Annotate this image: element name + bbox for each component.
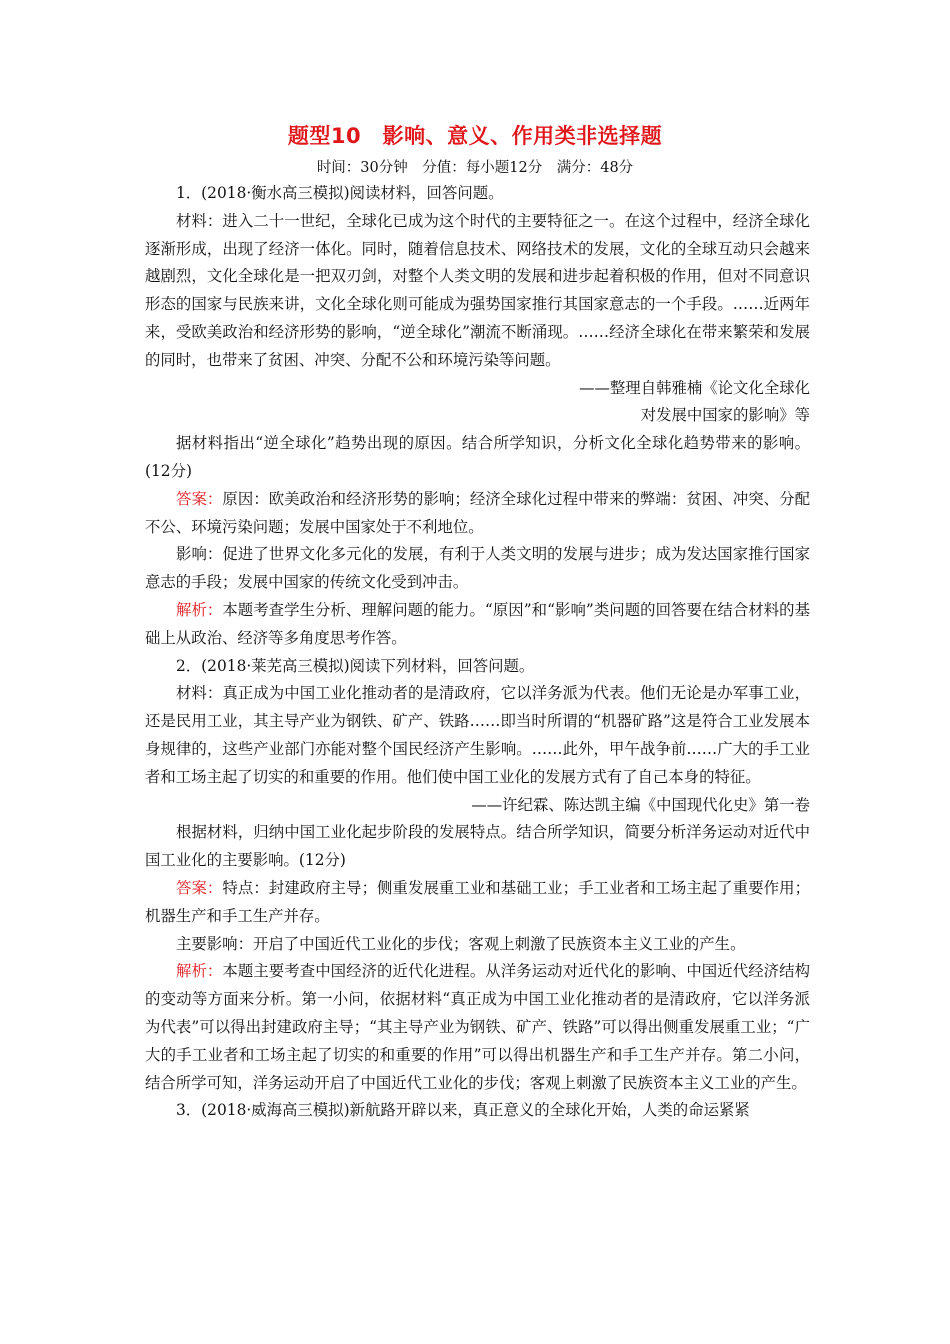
exam-meta: 时间：30分钟 分值：每小题12分 满分：48分 bbox=[316, 160, 634, 176]
q2-answer bbox=[145, 875, 810, 931]
analysis-label: 解析： bbox=[176, 962, 223, 981]
q1-stem: 1．(2018·衡水高三模拟)阅读材料，回答问题。 bbox=[176, 184, 504, 202]
q2-analysis bbox=[145, 958, 810, 1097]
q1-material: 材料：进入二十一世纪，全球化已成为这个时代的主要特征之一。在这个过程中，经济全球化逐渐形成，出现了经济一体化。同时，随着信息技术、网络技术的发展，文化的全球互动只会越来越剧烈，文化全球化是一把双刃剑，对整个人类文明的发展和进步起着积极的作用，但对不同意识形态的国家与民族来讲，文化全球化则可能成为强势国家推行其国家意志的一个手段。……近两年来，受欧美政治和经济形势的影响，“逆全球化”潮流不断涌现。……经济全球化在带来繁荣和发展的同时，也带来了贫困、冲突、分配不公和环境污染等问题。 bbox=[145, 211, 810, 369]
answer-label: 答案： bbox=[176, 489, 223, 508]
q1-answer-text: 原因：欧美政治和经济形势的影响；经济全球化过程中带来的弊端：贫困、冲突、分配不公、环境污染问题；发展中国家处于不利地位。 bbox=[145, 489, 810, 536]
q1-answer-2: 影响：促进了世界文化多元化的发展，有利于人类文明的发展与进步；成为发达国家推行国家意志的手段；发展中国家的传统文化受到冲击。 bbox=[145, 545, 810, 592]
page-title: 题型10 影响、意义、作用类非选择题 bbox=[287, 124, 663, 148]
q2-source: ——许纪霖、陈达凯主编《中国现代化史》第一卷 bbox=[471, 795, 810, 814]
q1-source-line-1: ——整理自韩雅楠《论文化全球化 bbox=[579, 378, 810, 397]
q2-question: 根据材料，归纳中国工业化起步阶段的发展特点。结合所学知识，简要分析洋务运动对近代中国工业化的主要影响。(12分) bbox=[145, 823, 810, 870]
q1-analysis-text: 本题考查学生分析、理解问题的能力。“原因”和“影响”类问题的回答要在结合材料的基础上从政治、经济等多角度思考作答。 bbox=[145, 600, 810, 647]
answer-label: 答案： bbox=[176, 878, 223, 897]
q1-analysis bbox=[145, 597, 810, 653]
q1-question: 据材料指出“逆全球化”趋势出现的原因。结合所学知识，分析文化全球化趋势带来的影响。(12分) bbox=[145, 434, 810, 480]
q2-material: 材料：真正成为中国工业化推动者的是清政府，它以洋务派为代表。他们无论是办军事工业，还是民用工业，其主导产业为钢铁、矿产、铁路……即当时所谓的“机器矿路”这是符合工业发展本身规律的，这些产业部门亦能对整个国民经济产生影响。……此外，甲午战争前……广大的手工业者和工场主起了切实的和重要的作用。他们使中国工业化的发展方式有了自己本身的特征。 bbox=[145, 684, 810, 786]
q2-stem: 2．(2018·莱芜高三模拟)阅读下列材料，回答问题。 bbox=[176, 656, 535, 675]
q2-answer-text: 特点：封建政府主导；侧重发展重工业和基础工业；手工业者和工场主起了重要作用；机器生产和手工生产并存。 bbox=[145, 878, 810, 925]
document-body bbox=[145, 180, 810, 1125]
q3-stem: 3．(2018·威海高三模拟)新航路开辟以来，真正意义的全球化开始，人类的命运紧紧 bbox=[176, 1101, 750, 1120]
q1-source-line-2: 对发展中国家的影响》等 bbox=[640, 406, 810, 425]
q2-analysis-text: 本题主要考查中国经济的近代化进程。从洋务运动对近代化的影响、中国近代经济结构的变动等方面来分析。第一小问，依据材料“真正成为中国工业化推动者的是清政府，它以洋务派为代表”可以得出封建政府主导；“其主导产业为钢铁、矿产、铁路”可以得出侧重发展重工业；“广大的手工业者和工场主起了切实的和重要的作用”可以得出机器生产和手工生产并存。第二小问，结合所学可知，洋务运动开启了中国近代工业化的步伐；客观上刺激了民族资本主义工业的产生。 bbox=[145, 962, 810, 1092]
q2-answer-2: 主要影响：开启了中国近代工业化的步伐；客观上刺激了民族资本主义工业的产生。 bbox=[176, 934, 746, 953]
q1-answer bbox=[145, 486, 810, 542]
analysis-label: 解析： bbox=[176, 600, 223, 619]
